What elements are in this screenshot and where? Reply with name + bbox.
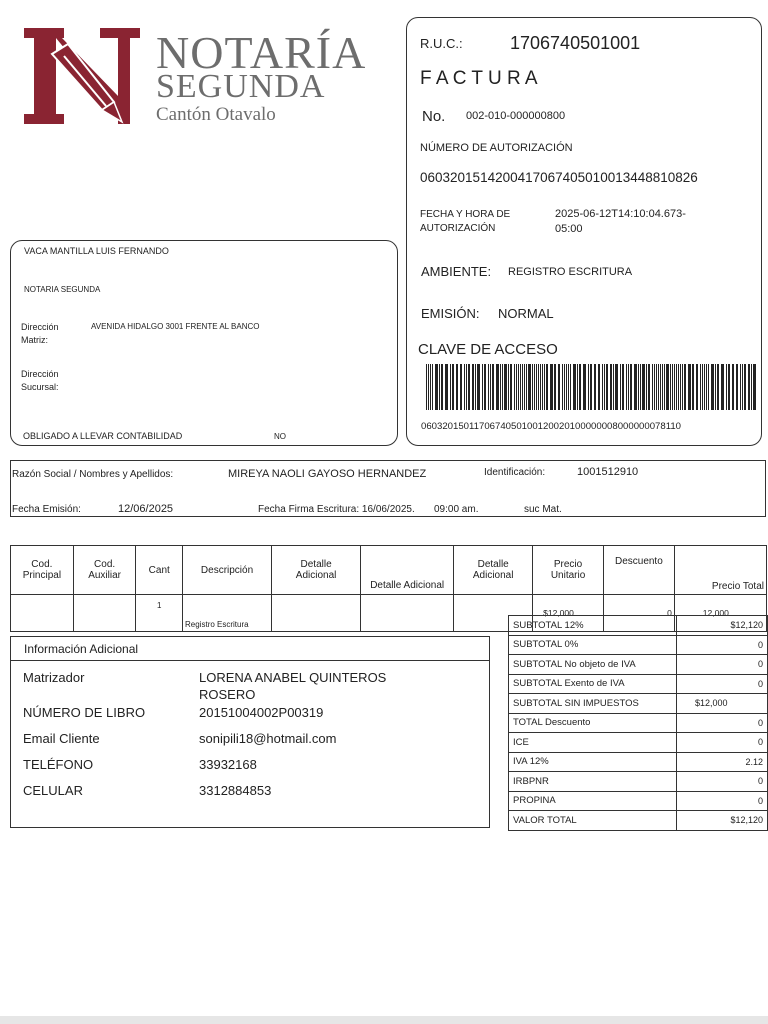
fecha-underline bbox=[100, 516, 185, 517]
totals-row bbox=[509, 811, 768, 831]
fecha-emision-label: Fecha Emisión: bbox=[12, 504, 81, 515]
dir-sucursal-label-1: Dirección bbox=[21, 369, 59, 379]
contabilidad-value: NO bbox=[274, 432, 286, 441]
totals-row bbox=[509, 655, 768, 675]
item-precio-unitario: $12,000 bbox=[533, 595, 604, 632]
invoice-number: 002-010-000000800 bbox=[466, 110, 566, 122]
numero-libro-value: 20151004002P00319 bbox=[199, 705, 324, 720]
col-cod-auxiliar: Cod. Auxiliar bbox=[73, 546, 136, 595]
dir-matriz-value: AVENIDA HIDALGO 3001 FRENTE AL BANCO bbox=[91, 322, 260, 331]
total-label: ICE bbox=[509, 733, 677, 753]
total-label: SUBTOTAL No objeto de IVA bbox=[509, 655, 677, 675]
col-cod-principal: Cod. Principal bbox=[11, 546, 74, 595]
issuer-business: NOTARIA SEGUNDA bbox=[24, 285, 101, 294]
item-detalle-2 bbox=[361, 595, 454, 632]
matrizador-value: LORENA ANABEL QUINTEROS bbox=[199, 670, 387, 685]
total-value: 0 bbox=[677, 713, 768, 733]
dir-matriz-label-2: Matriz: bbox=[21, 335, 48, 345]
issuer-name: VACA MANTILLA LUIS FERNANDO bbox=[24, 246, 169, 256]
total-label: SUBTOTAL Exento de IVA bbox=[509, 674, 677, 694]
clave-acceso-value: 0603201501170674050100120020100000008000000078110 bbox=[421, 421, 682, 432]
totals-row bbox=[509, 791, 768, 811]
telefono-value: 33932168 bbox=[199, 757, 257, 772]
item-cod-auxiliar bbox=[73, 595, 136, 632]
auth-date-value-1: 2025-06-12T14:10:04.673- bbox=[555, 208, 686, 220]
total-value: $12,120 bbox=[677, 616, 768, 636]
ambiente-label: AMBIENTE: bbox=[421, 264, 492, 279]
celular-value: 3312884853 bbox=[199, 783, 272, 798]
total-label: SUBTOTAL 12% bbox=[509, 616, 677, 636]
total-label: SUBTOTAL SIN IMPUESTOS bbox=[509, 694, 677, 714]
fecha-firma-hora: 09:00 am. bbox=[434, 504, 479, 515]
razon-social-value: MIREYA NAOLI GAYOSO HERNANDEZ bbox=[228, 468, 427, 480]
email-cliente-value: sonipili18@hotmail.com bbox=[199, 731, 337, 746]
clave-acceso-label: CLAVE DE ACCESO bbox=[418, 341, 558, 358]
contabilidad-label: OBLIGADO A LLEVAR CONTABILIDAD bbox=[23, 431, 183, 441]
col-descuento: Descuento bbox=[603, 546, 674, 595]
numero-libro-label: NÚMERO DE LIBRO bbox=[23, 705, 146, 720]
totals-row bbox=[509, 772, 768, 792]
ruc-label: R.U.C.: bbox=[420, 36, 463, 51]
auth-date-label-2: AUTORIZACIÓN bbox=[420, 223, 496, 234]
item-cant: 1 bbox=[136, 595, 183, 632]
additional-info-divider bbox=[10, 660, 490, 661]
total-label: VALOR TOTAL bbox=[509, 811, 677, 831]
total-value: 0 bbox=[677, 674, 768, 694]
telefono-label: TELÉFONO bbox=[23, 757, 94, 772]
additional-info-title: Información Adicional bbox=[24, 642, 139, 656]
authorization-label: NÚMERO DE AUTORIZACIÓN bbox=[420, 142, 573, 154]
dir-sucursal-label-2: Sucursal: bbox=[21, 382, 59, 392]
notaria-n-pen-icon bbox=[22, 26, 142, 126]
invoice-number-label: No. bbox=[422, 108, 446, 125]
ruc-value: 1706740501001 bbox=[510, 33, 641, 53]
col-precio-unitario: Precio Unitario bbox=[533, 546, 604, 595]
totals-row bbox=[509, 694, 768, 714]
emision-value: NORMAL bbox=[498, 306, 554, 321]
razon-social-label: Razón Social / Nombres y Apellidos: bbox=[12, 469, 174, 480]
total-value: $12,000 bbox=[677, 694, 768, 714]
totals-row bbox=[509, 733, 768, 753]
total-label: SUBTOTAL 0% bbox=[509, 635, 677, 655]
item-precio-total: 12,000 bbox=[674, 595, 766, 632]
total-value: 0 bbox=[677, 772, 768, 792]
total-label: PROPINA bbox=[509, 791, 677, 811]
authorization-number: 0603201514200417067405010013448810826 bbox=[420, 170, 698, 185]
issuer-info-box bbox=[10, 240, 398, 446]
col-detalle-3: Detalle Adicional bbox=[454, 546, 533, 595]
totals-row bbox=[509, 674, 768, 694]
items-header-row bbox=[11, 546, 767, 595]
item-descripcion: Registro Escritura bbox=[183, 595, 272, 632]
auth-date-value-2: 05:00 bbox=[555, 223, 583, 235]
matrizador-label: Matrizador bbox=[23, 670, 85, 685]
brand-name-line3: Cantón Otavalo bbox=[156, 104, 276, 125]
item-descuento: 0 bbox=[603, 595, 674, 632]
col-detalle-1: Detalle Adicional bbox=[272, 546, 361, 595]
totals-row bbox=[509, 635, 768, 655]
totals-table bbox=[508, 615, 768, 831]
total-value: 2.12 bbox=[677, 752, 768, 772]
col-precio-total: Precio Total bbox=[674, 546, 766, 595]
ambiente-value: REGISTRO ESCRITURA bbox=[508, 266, 633, 278]
total-label: TOTAL Descuento bbox=[509, 713, 677, 733]
auth-date-label-1: FECHA Y HORA DE bbox=[420, 209, 511, 220]
dir-matriz-label-1: Dirección bbox=[21, 322, 59, 332]
total-value: $12,120 bbox=[677, 811, 768, 831]
page-bottom-edge bbox=[0, 1016, 768, 1024]
total-value: 0 bbox=[677, 733, 768, 753]
fecha-firma-label: Fecha Firma Escritura: 16/06/2025. bbox=[258, 504, 415, 515]
emision-label: EMISIÓN: bbox=[421, 306, 480, 321]
totals-row bbox=[509, 713, 768, 733]
col-detalle-2: Detalle Adicional bbox=[361, 546, 454, 595]
total-value: 0 bbox=[677, 655, 768, 675]
celular-label: CELULAR bbox=[23, 783, 83, 798]
totals-row bbox=[509, 616, 768, 636]
sucursal-value: suc Mat. bbox=[524, 504, 562, 515]
matrizador-value-2: ROSERO bbox=[199, 687, 256, 702]
document-type: F A C T U R A bbox=[420, 68, 538, 89]
brand-name-line2: SEGUNDA bbox=[156, 68, 326, 105]
identificacion-value: 1001512910 bbox=[577, 466, 639, 478]
total-label: IRBPNR bbox=[509, 772, 677, 792]
total-label: IVA 12% bbox=[509, 752, 677, 772]
total-value: 0 bbox=[677, 791, 768, 811]
col-cant: Cant bbox=[136, 546, 183, 595]
identificacion-label: Identificación: bbox=[484, 467, 546, 478]
total-value: 0 bbox=[677, 635, 768, 655]
item-detalle-1 bbox=[272, 595, 361, 632]
brand-name-line1: NOTARÍA bbox=[156, 27, 367, 78]
item-cod-principal bbox=[11, 595, 74, 632]
totals-row bbox=[509, 752, 768, 772]
barcode bbox=[424, 364, 758, 410]
email-cliente-label: Email Cliente bbox=[23, 731, 100, 746]
fecha-emision-value: 12/06/2025 bbox=[118, 503, 174, 515]
col-descripcion: Descripción bbox=[183, 546, 272, 595]
